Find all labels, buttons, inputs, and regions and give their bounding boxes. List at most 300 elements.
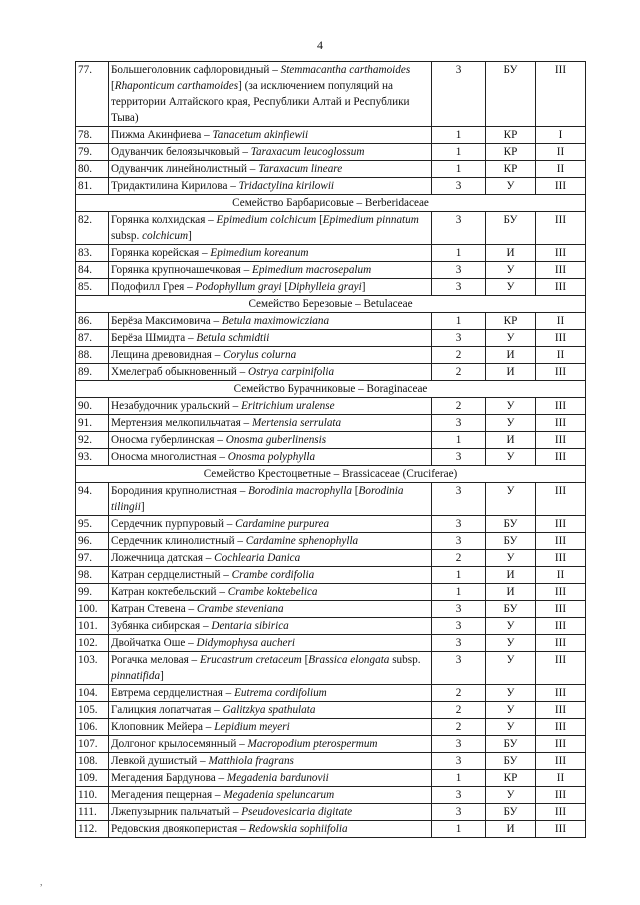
latin-name: Onosma polyphylla — [227, 451, 316, 463]
species-row — [76, 483, 586, 516]
latin-name: Cardamine sphenophylla — [245, 535, 359, 547]
latin-name: Podophyllum grayi — [195, 281, 282, 293]
russian-name: Ложечница датская – — [111, 552, 215, 564]
species-name-cell — [109, 398, 432, 415]
latin-name: Ostrya carpinifolia — [247, 366, 335, 378]
species-row — [76, 127, 586, 144]
latin-name: Epimedium colchicum — [216, 214, 317, 226]
row-number: 95. — [76, 516, 109, 533]
species-name-cell — [109, 601, 432, 618]
species-row — [76, 398, 586, 415]
latin-name: Megadenia bardunovii — [226, 772, 329, 784]
species-name-cell — [109, 62, 432, 127]
row-number: 81. — [76, 178, 109, 195]
rank-cell: III — [536, 178, 586, 195]
latin-name: Epimedium macrosepalum — [252, 264, 372, 276]
status-cell: И — [486, 347, 536, 364]
latin-name: Galitzkya spathulata — [222, 704, 316, 716]
russian-name: ] — [140, 501, 145, 513]
row-number: 110. — [76, 787, 109, 804]
category-cell: 2 — [432, 719, 486, 736]
status-cell: БУ — [486, 601, 536, 618]
russian-name: Горянка крупночашечковая – — [111, 264, 252, 276]
latin-name: Eutrema cordifolium — [234, 687, 327, 699]
status-cell: У — [486, 330, 536, 347]
status-cell: БУ — [486, 212, 536, 245]
row-number: 86. — [76, 313, 109, 330]
species-row — [76, 618, 586, 635]
rank-cell: II — [536, 347, 586, 364]
stray-mark: , — [40, 877, 43, 888]
rank-cell: III — [536, 212, 586, 245]
russian-name: Сердечник пурпуровый – — [111, 518, 236, 530]
russian-name: [ — [351, 485, 359, 497]
status-cell: У — [486, 685, 536, 702]
row-number: 98. — [76, 567, 109, 584]
russian-name: Горянка корейская – — [111, 247, 211, 259]
latin-name: colchicum — [142, 230, 189, 242]
latin-name: Rhaponticum carthamoides — [114, 80, 239, 92]
row-number: 78. — [76, 127, 109, 144]
species-row — [76, 567, 586, 584]
rank-cell: II — [536, 161, 586, 178]
rank-cell: III — [536, 279, 586, 296]
russian-name: Горянка колхидская – — [111, 214, 217, 226]
row-number: 87. — [76, 330, 109, 347]
species-row — [76, 415, 586, 432]
species-name-cell — [109, 821, 432, 838]
rank-cell: III — [536, 635, 586, 652]
species-row — [76, 584, 586, 601]
latin-name: Macropodium pterospermum — [247, 738, 378, 750]
latin-name: Borodinia macrophylla — [248, 485, 352, 497]
category-cell: 1 — [432, 821, 486, 838]
species-name-cell — [109, 432, 432, 449]
row-number: 80. — [76, 161, 109, 178]
row-number: 91. — [76, 415, 109, 432]
species-name-cell — [109, 804, 432, 821]
category-cell: 3 — [432, 618, 486, 635]
row-number: 99. — [76, 584, 109, 601]
species-name-cell — [109, 161, 432, 178]
status-cell: У — [486, 449, 536, 466]
family-header-row — [76, 466, 586, 483]
russian-name: Оносма многолистная – — [111, 451, 228, 463]
russian-name: Большеголовник сафлоровидный – — [111, 64, 281, 76]
species-name-cell — [109, 279, 432, 296]
species-row — [76, 804, 586, 821]
row-number: 88. — [76, 347, 109, 364]
row-number: 82. — [76, 212, 109, 245]
russian-name: Евтрема сердцелистная – — [111, 687, 235, 699]
species-name-cell — [109, 364, 432, 381]
latin-name: Stemmacantha carthamoides — [280, 64, 411, 76]
russian-name: ] — [188, 230, 192, 242]
species-row — [76, 449, 586, 466]
status-cell: И — [486, 567, 536, 584]
latin-name: Pseudovesicaria digitate — [241, 806, 353, 818]
category-cell: 2 — [432, 550, 486, 567]
rank-cell: III — [536, 516, 586, 533]
latin-name: Tanacetum akinfiewii — [212, 129, 309, 141]
species-row — [76, 245, 586, 262]
species-row — [76, 787, 586, 804]
category-cell: 1 — [432, 144, 486, 161]
row-number: 101. — [76, 618, 109, 635]
category-cell: 1 — [432, 432, 486, 449]
russian-name: ] — [160, 670, 164, 682]
family-header-row — [76, 195, 586, 212]
russian-name: Катран Стевена – — [111, 603, 197, 615]
russian-name: Долгоног крылосемянный – — [111, 738, 248, 750]
category-cell: 3 — [432, 330, 486, 347]
russian-name: Подофилл Грея – — [111, 281, 196, 293]
status-cell: БУ — [486, 533, 536, 550]
latin-name: Crambe cordifolia — [231, 569, 315, 581]
russian-name: Мегадения пещерная – — [111, 789, 224, 801]
row-number: 105. — [76, 702, 109, 719]
russian-name: Тридактилина Кирилова – — [111, 180, 239, 192]
row-number: 85. — [76, 279, 109, 296]
species-name-cell — [109, 736, 432, 753]
status-cell: У — [486, 635, 536, 652]
latin-name: Tridactylina kirilowii — [238, 180, 335, 192]
status-cell: У — [486, 483, 536, 516]
status-cell: У — [486, 178, 536, 195]
category-cell: 2 — [432, 398, 486, 415]
species-row — [76, 364, 586, 381]
russian-name: Редовския двоякоперистая – — [111, 823, 249, 835]
rank-cell: III — [536, 245, 586, 262]
rank-cell: III — [536, 652, 586, 685]
russian-name: Мегадения Бардунова – — [111, 772, 227, 784]
rank-cell: III — [536, 584, 586, 601]
species-row — [76, 702, 586, 719]
russian-name: Катран коктебельский – — [111, 586, 228, 598]
row-number: 92. — [76, 432, 109, 449]
status-cell: У — [486, 652, 536, 685]
row-number: 112. — [76, 821, 109, 838]
status-cell: БУ — [486, 516, 536, 533]
species-row — [76, 635, 586, 652]
category-cell: 2 — [432, 685, 486, 702]
rank-cell: II — [536, 770, 586, 787]
category-cell: 3 — [432, 212, 486, 245]
species-row — [76, 279, 586, 296]
rank-cell: II — [536, 313, 586, 330]
russian-name: Клоповник Мейера – — [111, 721, 215, 733]
category-cell: 3 — [432, 804, 486, 821]
row-number: 83. — [76, 245, 109, 262]
species-row — [76, 652, 586, 685]
latin-name: Matthiola fragrans — [208, 755, 294, 767]
category-cell: 3 — [432, 449, 486, 466]
species-name-cell — [109, 550, 432, 567]
rank-cell: III — [536, 753, 586, 770]
status-cell: И — [486, 821, 536, 838]
species-name-cell — [109, 533, 432, 550]
category-cell: 3 — [432, 415, 486, 432]
russian-name: Оносма губерлинская – — [111, 434, 226, 446]
rank-cell: III — [536, 415, 586, 432]
russian-name: Берёза Максимовича – — [111, 315, 222, 327]
species-row — [76, 516, 586, 533]
row-number: 79. — [76, 144, 109, 161]
rank-cell: III — [536, 262, 586, 279]
species-name-cell — [109, 415, 432, 432]
russian-name: Зубянка сибирская – — [111, 620, 212, 632]
category-cell: 2 — [432, 364, 486, 381]
species-name-cell — [109, 787, 432, 804]
status-cell: У — [486, 719, 536, 736]
russian-name: ] — [361, 281, 366, 293]
status-cell: БУ — [486, 736, 536, 753]
rank-cell: III — [536, 533, 586, 550]
species-name-cell — [109, 770, 432, 787]
status-cell: У — [486, 415, 536, 432]
species-row — [76, 144, 586, 161]
russian-name: Хмелеграб обыкновенный – — [111, 366, 248, 378]
category-cell: 3 — [432, 787, 486, 804]
species-row — [76, 736, 586, 753]
page-number: 4 — [317, 38, 323, 52]
species-row — [76, 719, 586, 736]
species-name-cell — [109, 178, 432, 195]
category-cell: 3 — [432, 736, 486, 753]
species-table-body — [76, 62, 586, 838]
row-number: 106. — [76, 719, 109, 736]
rank-cell: III — [536, 804, 586, 821]
russian-name: Левкой душистый – — [111, 755, 209, 767]
family-header-row — [76, 296, 586, 313]
species-row — [76, 550, 586, 567]
category-cell: 3 — [432, 516, 486, 533]
status-cell: КР — [486, 161, 536, 178]
status-cell: БУ — [486, 753, 536, 770]
russian-name: Мертензия мелкопильчатая – — [111, 417, 252, 429]
row-number: 111. — [76, 804, 109, 821]
status-cell: КР — [486, 127, 536, 144]
species-row — [76, 262, 586, 279]
species-row — [76, 821, 586, 838]
species-table — [75, 61, 586, 838]
status-cell: БУ — [486, 804, 536, 821]
category-cell: 2 — [432, 347, 486, 364]
status-cell: И — [486, 245, 536, 262]
row-number: 109. — [76, 770, 109, 787]
species-name-cell — [109, 347, 432, 364]
species-name-cell — [109, 753, 432, 770]
row-number: 94. — [76, 483, 109, 516]
category-cell: 1 — [432, 245, 486, 262]
family-label: Семейство Березовые – Betulaceae — [76, 296, 586, 313]
row-number: 102. — [76, 635, 109, 652]
latin-name: Lepidium meyeri — [214, 721, 290, 733]
species-row — [76, 62, 586, 127]
rank-cell: III — [536, 719, 586, 736]
latin-name: Mertensia serrulata — [251, 417, 342, 429]
species-row — [76, 533, 586, 550]
latin-name: Taraxacum lineare — [258, 163, 343, 175]
russian-name: Одуванчик линейнолистный – — [111, 163, 259, 175]
status-cell: У — [486, 262, 536, 279]
rank-cell: III — [536, 821, 586, 838]
status-cell: И — [486, 584, 536, 601]
category-cell: 3 — [432, 262, 486, 279]
status-cell: КР — [486, 770, 536, 787]
latin-name: Redowskia sophiifolia — [248, 823, 348, 835]
latin-name: Betula schmidtii — [196, 332, 270, 344]
species-row — [76, 178, 586, 195]
latin-name: Epimedium pinnatum — [322, 214, 419, 226]
rank-cell: III — [536, 398, 586, 415]
species-row — [76, 347, 586, 364]
russian-name: [ — [316, 214, 323, 226]
status-cell: КР — [486, 313, 536, 330]
status-cell: И — [486, 364, 536, 381]
latin-name: Betula maximowicziana — [221, 315, 330, 327]
rank-cell: III — [536, 364, 586, 381]
category-cell: 2 — [432, 702, 486, 719]
latin-name: Cardamine purpurea — [235, 518, 330, 530]
russian-name: subsp. — [111, 230, 143, 242]
species-row — [76, 770, 586, 787]
category-cell: 1 — [432, 770, 486, 787]
russian-name: Лжепузырник пальчатый – — [111, 806, 242, 818]
rank-cell: II — [536, 567, 586, 584]
species-row — [76, 601, 586, 618]
category-cell: 3 — [432, 279, 486, 296]
rank-cell: III — [536, 736, 586, 753]
species-name-cell — [109, 313, 432, 330]
rank-cell: III — [536, 618, 586, 635]
species-row — [76, 161, 586, 178]
species-name-cell — [109, 584, 432, 601]
category-cell: 1 — [432, 127, 486, 144]
latin-name: Diphylleia grayi — [288, 281, 362, 293]
rank-cell: III — [536, 702, 586, 719]
category-cell: 1 — [432, 313, 486, 330]
species-name-cell — [109, 635, 432, 652]
row-number: 96. — [76, 533, 109, 550]
species-row — [76, 313, 586, 330]
russian-name: [ — [111, 80, 115, 92]
russian-name: subsp. — [389, 654, 421, 666]
rank-cell: II — [536, 144, 586, 161]
species-name-cell — [109, 719, 432, 736]
row-number: 104. — [76, 685, 109, 702]
species-name-cell — [109, 483, 432, 516]
russian-name: ] (за исключением популяций на территории Алтайского края, Республики Алтай и Республики Тыва) — [111, 80, 410, 124]
latin-name: Crambe koktebelica — [227, 586, 318, 598]
status-cell: У — [486, 702, 536, 719]
status-cell: КР — [486, 144, 536, 161]
row-number: 103. — [76, 652, 109, 685]
russian-name: Одуванчик белоязычковый – — [111, 146, 251, 158]
species-row — [76, 330, 586, 347]
category-cell: 3 — [432, 601, 486, 618]
category-cell: 3 — [432, 483, 486, 516]
category-cell: 1 — [432, 584, 486, 601]
species-name-cell — [109, 702, 432, 719]
category-cell: 3 — [432, 753, 486, 770]
category-cell: 3 — [432, 652, 486, 685]
family-label: Семейство Бурачниковые – Boraginaceae — [76, 381, 586, 398]
russian-name: Двойчатка Оше – — [111, 637, 197, 649]
rank-cell: III — [536, 787, 586, 804]
latin-name: Megadenia speluncarum — [223, 789, 335, 801]
row-number: 97. — [76, 550, 109, 567]
row-number: 100. — [76, 601, 109, 618]
category-cell: 3 — [432, 178, 486, 195]
status-cell: У — [486, 279, 536, 296]
status-cell: У — [486, 398, 536, 415]
latin-name: Borodinia tilingii — [111, 485, 404, 513]
row-number: 84. — [76, 262, 109, 279]
category-cell: 3 — [432, 533, 486, 550]
species-name-cell — [109, 330, 432, 347]
status-cell: И — [486, 432, 536, 449]
russian-name: Рогачка меловая – — [111, 654, 200, 666]
row-number: 77. — [76, 62, 109, 127]
row-number: 108. — [76, 753, 109, 770]
latin-name: Dentaria sibirica — [211, 620, 289, 632]
latin-name: Eritrichium uralense — [241, 400, 335, 412]
latin-name: Taraxacum leucoglossum — [250, 146, 365, 158]
species-name-cell — [109, 449, 432, 466]
status-cell: У — [486, 618, 536, 635]
latin-name: Brassica elongata — [308, 654, 390, 666]
russian-name: [ — [301, 654, 309, 666]
latin-name: pinnatifida — [111, 670, 161, 682]
family-label: Семейство Крестоцветные – Brassicaceae (Cruciferae) — [76, 466, 586, 483]
rank-cell: III — [536, 62, 586, 127]
russian-name: [ — [281, 281, 289, 293]
rank-cell: III — [536, 449, 586, 466]
family-label: Семейство Барбарисовые – Berberidaceae — [76, 195, 586, 212]
latin-name: Crambe steveniana — [196, 603, 284, 615]
species-row — [76, 753, 586, 770]
row-number: 93. — [76, 449, 109, 466]
family-header-row — [76, 381, 586, 398]
row-number: 90. — [76, 398, 109, 415]
latin-name: Didymophysa aucheri — [196, 637, 295, 649]
russian-name: Берёза Шмидта – — [111, 332, 197, 344]
species-name-cell — [109, 144, 432, 161]
status-cell: У — [486, 550, 536, 567]
rank-cell: I — [536, 127, 586, 144]
row-number: 89. — [76, 364, 109, 381]
russian-name: Бородиния крупнолистная – — [111, 485, 249, 497]
russian-name: Сердечник клинолистный – — [111, 535, 246, 547]
species-row — [76, 432, 586, 449]
row-number: 107. — [76, 736, 109, 753]
species-name-cell — [109, 516, 432, 533]
status-cell: У — [486, 787, 536, 804]
latin-name: Cochlearia Danica — [214, 552, 301, 564]
rank-cell: III — [536, 483, 586, 516]
species-name-cell — [109, 127, 432, 144]
russian-name: Лещина древовидная – — [111, 349, 224, 361]
category-cell: 3 — [432, 635, 486, 652]
russian-name: Пижма Акинфиева – — [111, 129, 213, 141]
species-name-cell — [109, 212, 432, 245]
latin-name: Corylus colurna — [223, 349, 297, 361]
status-cell: БУ — [486, 62, 536, 127]
category-cell: 1 — [432, 161, 486, 178]
species-name-cell — [109, 685, 432, 702]
latin-name: Onosma guberlinensis — [225, 434, 327, 446]
